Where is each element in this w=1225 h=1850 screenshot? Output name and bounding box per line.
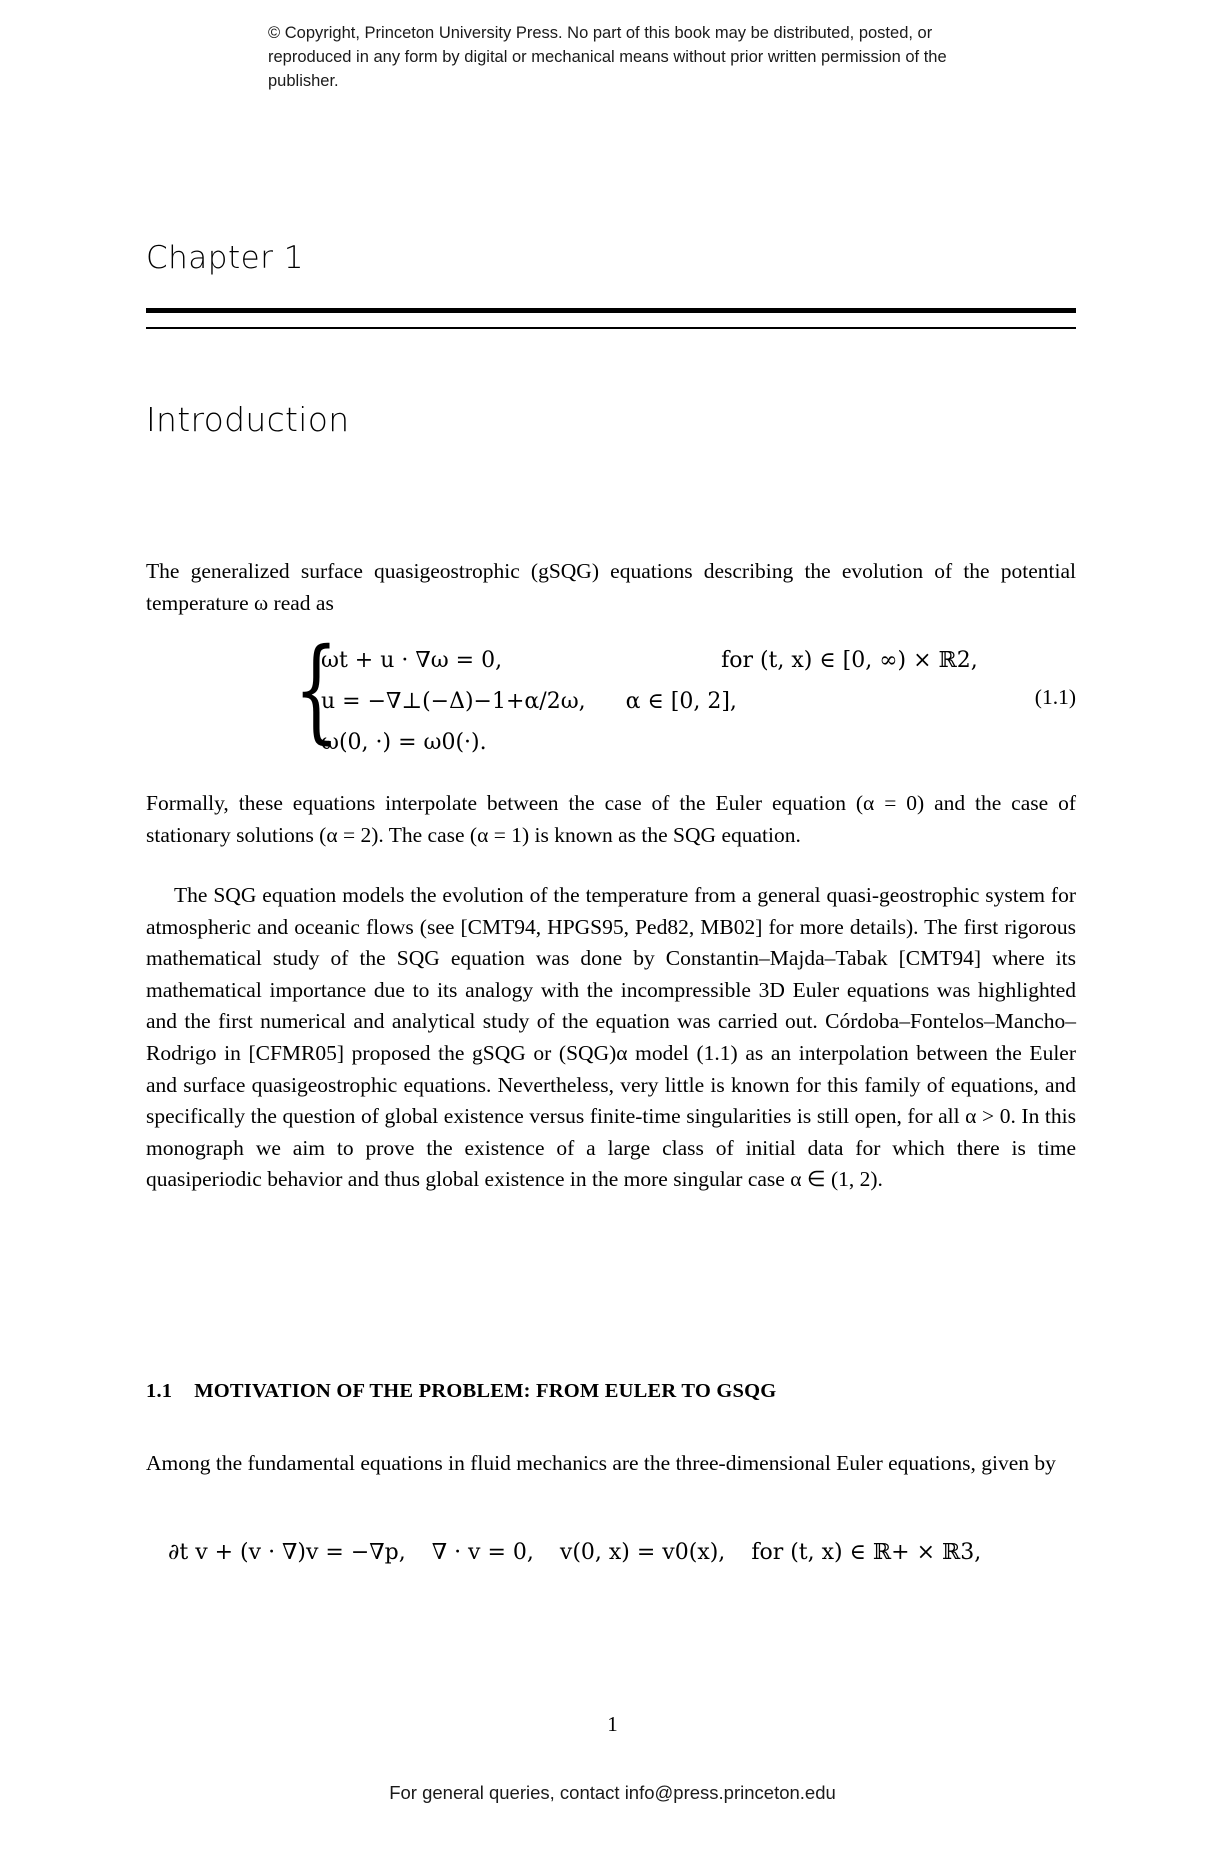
equation-line-1-expr: ωt + u · ∇ω = 0, bbox=[321, 648, 503, 673]
section-title: MOTIVATION OF THE PROBLEM: FROM EULER TO GSQG bbox=[194, 1380, 777, 1402]
paragraph-euler-intro: Among the fundamental equations in fluid mechanics are the three-dimensional Euler equations, given by bbox=[146, 1451, 1056, 1475]
equation-line-2 bbox=[321, 681, 978, 722]
paragraph-after-equation: Formally, these equations interpolate between the case of the Euler equation (α = 0) and the case of stationary solutions (α = 2). The case (α = 1) is known as the SQG equation. bbox=[146, 791, 1076, 847]
equation-line-2-expr: u = −∇⊥(−Δ)−1+α/2ω, bbox=[321, 689, 586, 714]
chapter-rule-thick bbox=[146, 308, 1076, 313]
equation-euler bbox=[146, 1540, 1098, 1565]
chapter-label: Chapter 1 bbox=[146, 240, 305, 276]
equation-euler-part-2: ∇ · v = 0, bbox=[431, 1540, 534, 1565]
equation-lines bbox=[321, 640, 978, 763]
brace-glyph: { bbox=[294, 625, 339, 755]
equation-tag: (1.1) bbox=[1034, 685, 1076, 709]
footer-queries: For general queries, contact info@press.princeton.edu bbox=[389, 1782, 836, 1803]
equation-line-3 bbox=[321, 722, 978, 763]
equation-line-3-expr: ω(0, ·) = ω0(·). bbox=[321, 730, 487, 755]
section-number: 1.1 bbox=[146, 1380, 173, 1402]
equation-euler-part-1: ∂t v + (v · ∇)v = −∇p, bbox=[168, 1540, 406, 1565]
equation-system-1-1 bbox=[146, 625, 1076, 770]
equation-line-1 bbox=[321, 640, 978, 681]
chapter-rule-thin bbox=[146, 327, 1076, 329]
paragraph-intro: The generalized surface quasigeostrophic (gSQG) equations describing the evolution of the potential temperature ω read as bbox=[146, 559, 1076, 615]
equation-line-2-condition: α ∈ [0, 2], bbox=[625, 689, 737, 714]
equation-euler-part-4: for (t, x) ∈ ℝ+ × ℝ3, bbox=[751, 1540, 982, 1565]
page-number: 1 bbox=[607, 1712, 618, 1736]
paragraph-sqg-body: The SQG equation models the evolution of the temperature from a general quasi-geostrophic system for atmospheric and oceanic flows (see [CMT94, HPGS95, Ped82, MB02] for more details). The first rigorous mathematical study of the SQG equation was done by Constantin–Majda–Tabak [CMT94] where its mathematical importance due to its analogy with the incompressible 3D Euler equations was highlighted and the first numerical and analytical study of the equation was carried out. Córdoba–Fontelos–Mancho–Rodrigo in [CFMR05] proposed the gSQG or (SQG)α model (1.1) as an interpolation between the Euler and surface quasigeostrophic equations. Nevertheless, very little is known for this family of equations, and specifically the question of global existence versus finite-time singularities is still open, for all α > 0. In this monograph we aim to prove the existence of a large class of initial data for which there is time quasiperiodic behavior and thus global existence in the more singular case α ∈ (1, 2). bbox=[146, 883, 1076, 1192]
section-heading bbox=[146, 1380, 1076, 1403]
equation-line-1-condition: for (t, x) ∈ [0, ∞) × ℝ2, bbox=[721, 648, 978, 673]
chapter-title: Introduction bbox=[146, 400, 350, 439]
equation-euler-part-3: v(0, x) = v0(x), bbox=[559, 1540, 726, 1565]
copyright-notice: © Copyright, Princeton University Press. No part of this book may be distributed, posted, or reproduced in any form by digital or mechanical means without prior written permission of the publisher. bbox=[268, 24, 947, 90]
